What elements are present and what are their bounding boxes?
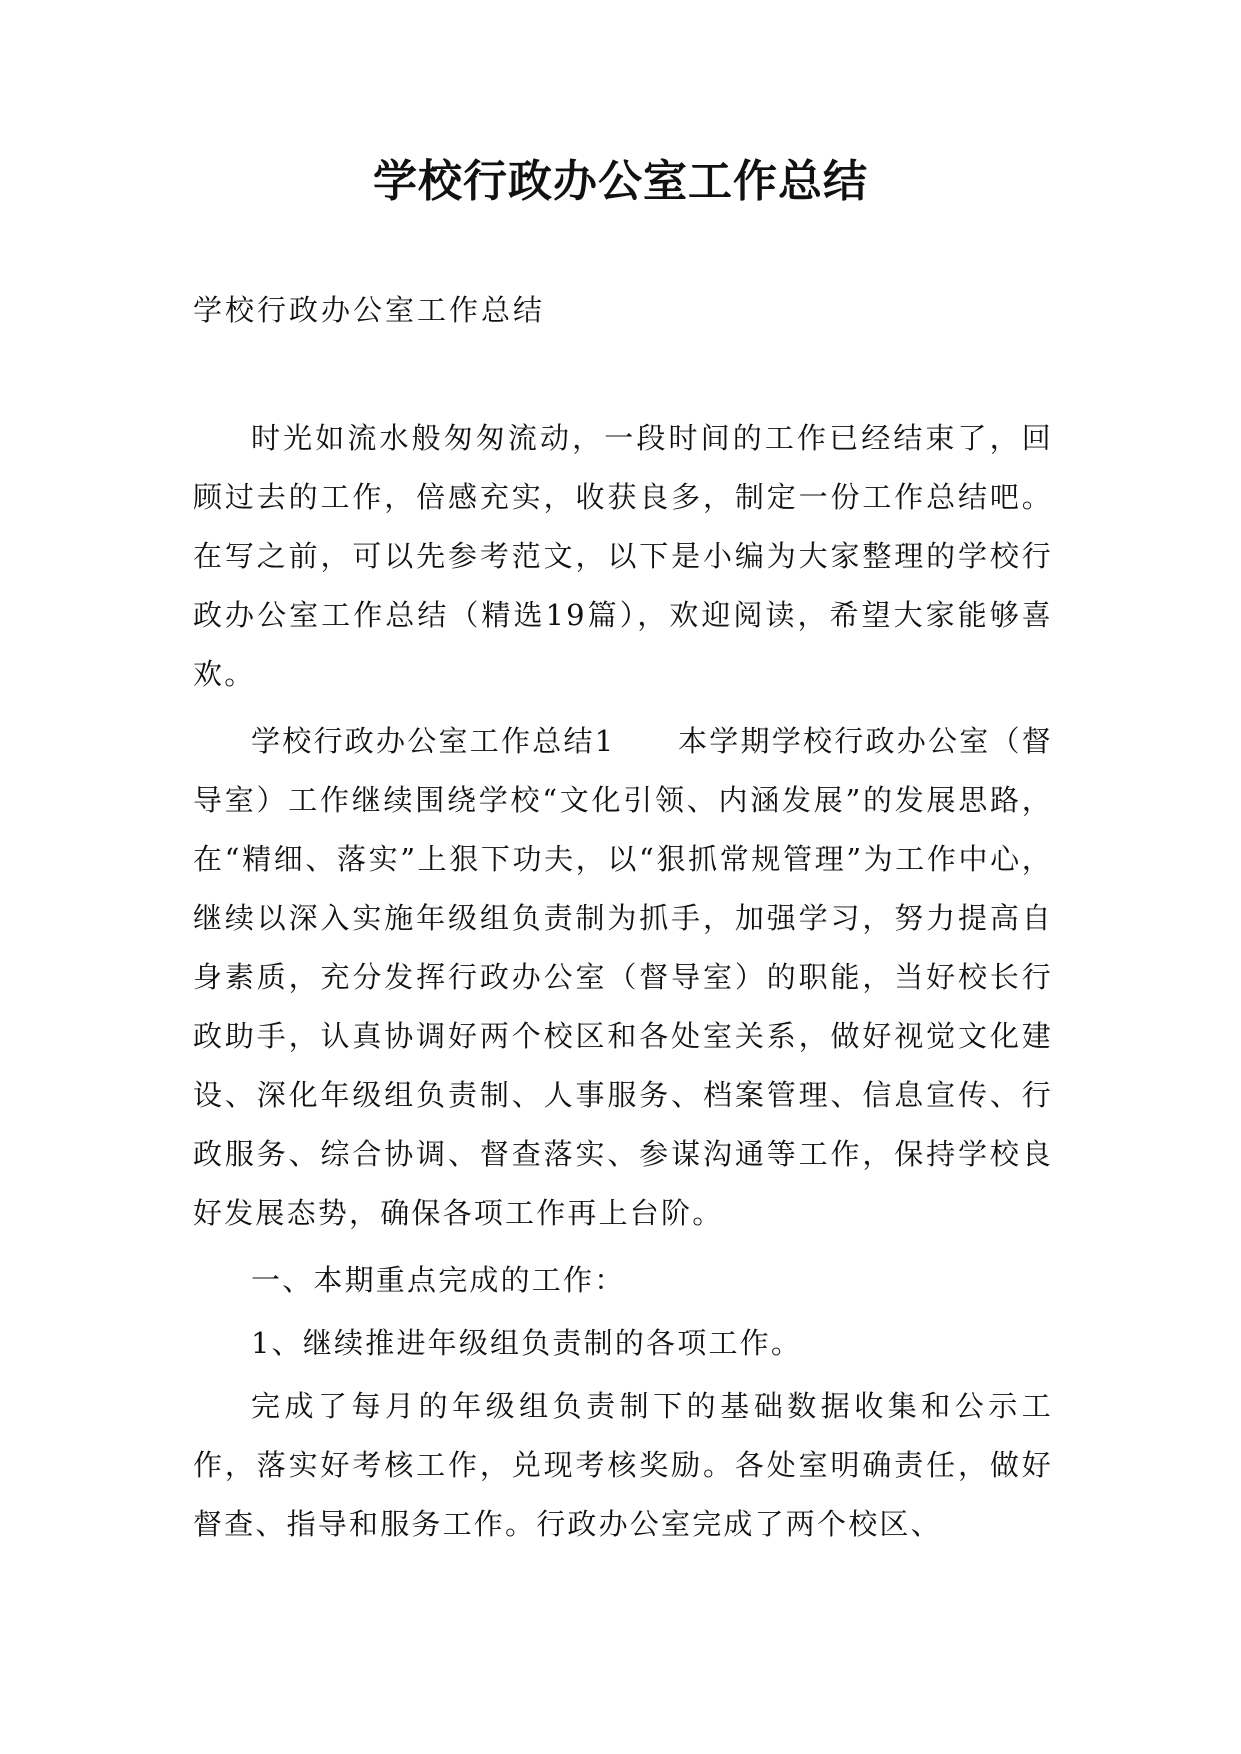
paragraph-detail: 完成了每月的年级组负责制下的基础数据收集和公示工作，落实好考核工作，兑现考核奖励。各处室明确责任，做好督查、指导和服务工作。行政办公室完成了两个校区、 (193, 1389, 1053, 1541)
paragraph-intro: 时光如流水般匆匆流动，一段时间的工作已经结束了，回顾过去的工作，倍感充实，收获良多，制定一份工作总结吧。在写之前，可以先参考范文，以下是小编为大家整理的学校行政办公室工作总结（精选19篇），欢迎阅读，希望大家能够喜欢。 (193, 421, 1053, 691)
document-subtitle: 学校行政办公室工作总结 (193, 293, 546, 327)
document-body (193, 409, 1053, 1562)
paragraph-summary-1: 学校行政办公室工作总结1 本学期学校行政办公室（督导室）工作继续围绕学校“文化引领、内涵发展”的发展思路，在“精细、落实”上狠下功夫，以“狠抓常规管理”为工作中心，继续以深入实施年级组负责制为抓手，加强学习，努力提高自身素质，充分发挥行政办公室（督导室）的职能，当好校长行政助手，认真协调好两个校区和各处室关系，做好视觉文化建设、深化年级组负责制、人事服务、档案管理、信息宣传、行政服务、综合协调、督查落实、参谋沟通等工作，保持学校良好发展态势，确保各项工作再上台阶。 (193, 724, 1053, 1230)
document-title: 学校行政办公室工作总结 (373, 156, 868, 207)
list-item-1: 1、继续推进年级组负责制的各项工作。 (251, 1326, 803, 1360)
section-heading: 一、本期重点完成的工作： (251, 1263, 626, 1297)
